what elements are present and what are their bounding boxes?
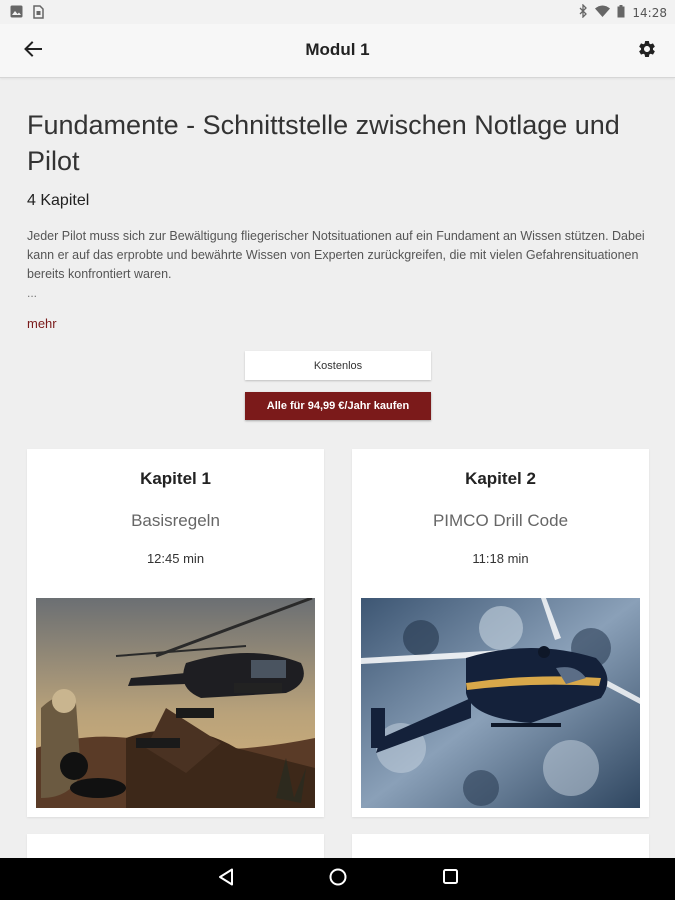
chapter-card-1[interactable] <box>27 449 324 817</box>
free-button[interactable]: Kostenlos <box>245 351 431 380</box>
module-description: Jeder Pilot muss sich zur Bewältigung fliegerischer Notsituationen auf ein Fundament an Wissen stützen. Dabei kann er auf das erprobte und bewährte Wissen von Experten zurückgreifen, die mit vielen Gefahrensituationen bereits konfrontiert waren. <box>27 229 645 281</box>
chapter-name: Basisregeln <box>131 511 220 530</box>
settings-button[interactable] <box>634 38 660 64</box>
battery-icon <box>617 5 625 21</box>
chapter-card-3[interactable] <box>27 834 324 859</box>
chapter-duration: 11:18 min <box>472 551 529 566</box>
chapter-count: 4 Kapitel <box>27 192 90 209</box>
nav-back-button[interactable] <box>214 867 238 891</box>
chapter-thumbnail[interactable] <box>36 598 315 808</box>
nav-back-icon <box>218 868 234 891</box>
bluetooth-icon <box>579 4 588 21</box>
status-bar <box>0 0 675 24</box>
system-nav-bar <box>0 858 675 900</box>
image-icon <box>10 5 23 24</box>
more-link[interactable]: mehr <box>27 316 57 331</box>
chapter-label: Kapitel 1 <box>140 469 211 488</box>
nav-home-icon <box>329 868 347 891</box>
chapter-duration: 12:45 min <box>146 551 205 566</box>
chapter-card-4[interactable] <box>352 834 649 859</box>
status-time: 14:28 <box>632 5 667 20</box>
buy-all-button[interactable]: Alle für 94,99 €/Jahr kaufen <box>245 392 431 420</box>
nav-home-button[interactable] <box>326 867 350 891</box>
chapter-card-2[interactable] <box>352 449 649 817</box>
gear-icon <box>637 39 657 64</box>
wifi-icon <box>595 5 610 20</box>
chapter-thumbnail[interactable] <box>361 598 640 808</box>
module-title: Fundamente - Schnittstelle zwischen Notlage und Pilot <box>27 110 620 176</box>
description-ellipsis: ... <box>27 286 38 300</box>
module-content[interactable] <box>0 79 675 859</box>
app-bar <box>0 24 675 78</box>
nav-recents-icon <box>443 869 458 889</box>
nav-recents-button[interactable] <box>438 867 462 891</box>
sim-icon <box>33 5 44 24</box>
chapter-label: Kapitel 2 <box>465 469 536 488</box>
page-title: Modul 1 <box>305 40 370 59</box>
chapter-name: PIMCO Drill Code <box>432 511 569 530</box>
